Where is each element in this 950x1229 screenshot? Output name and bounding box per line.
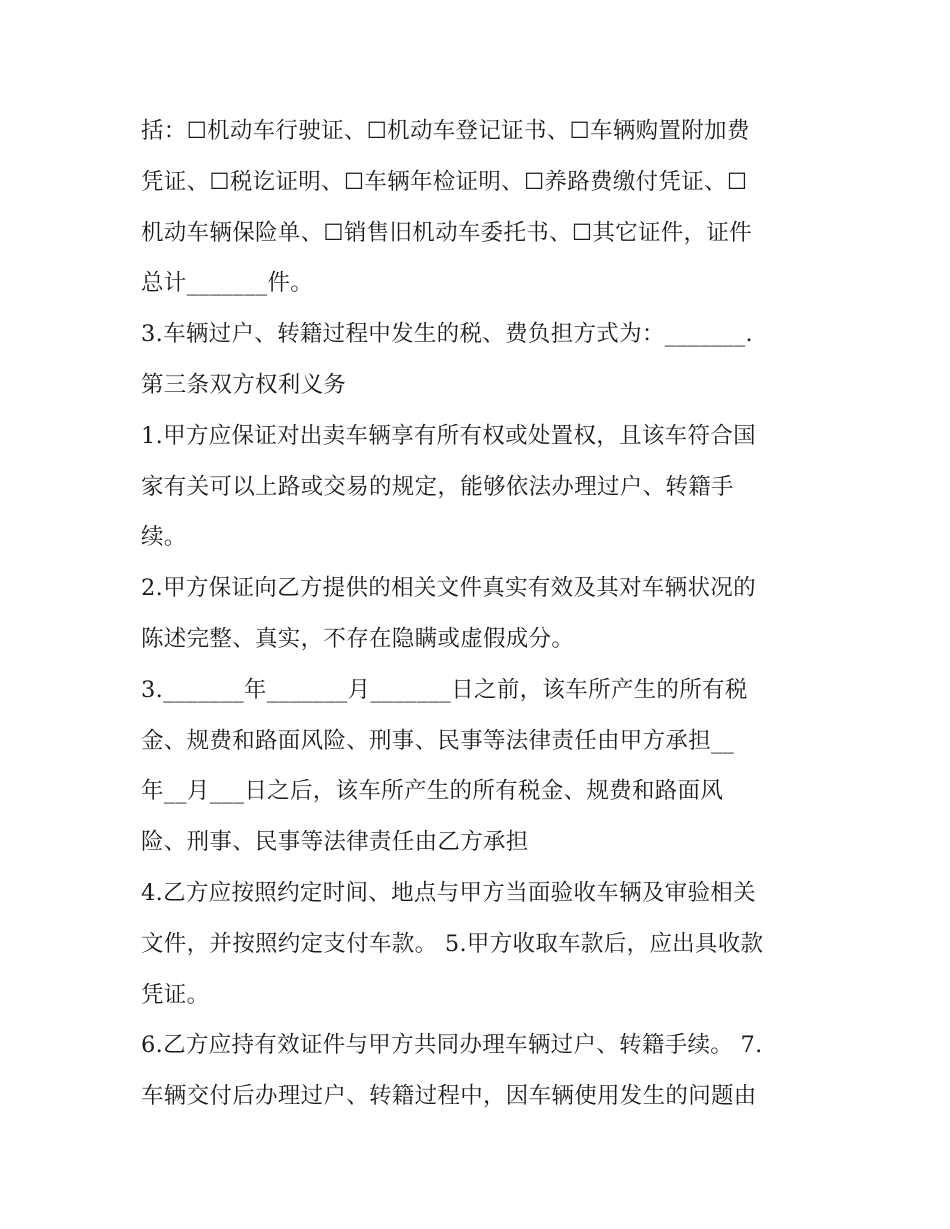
text-line: 年__月___日之后，该车所产生的所有税金、规费和路面风 — [141, 778, 724, 805]
text-line: 1.甲方应保证对出卖车辆享有所有权或处置权，且该车符合国 — [141, 422, 756, 449]
text-line: 家有关可以上路或交易的规定，能够依法办理过户、转籍手 — [141, 473, 734, 500]
text-line: 6.乙方应持有效证件与甲方共同办理车辆过户、转籍手续。 7. — [141, 1032, 763, 1059]
text-line: 3._______年_______月_______日之前，该车所产生的所有税 — [141, 676, 748, 703]
text-line: 3.车辆过户、转籍过程中发生的税、费负担方式为：_______. — [141, 321, 753, 348]
text-line: 文件，并按照约定支付车款。 5.甲方收取车款后，应出具收款 — [141, 930, 764, 957]
text-line: 机动车辆保险单、☐销售旧机动车委托书、☐其它证件，证件 — [141, 219, 752, 246]
text-line: 凭证。 — [141, 981, 210, 1008]
text-line: 2.甲方保证向乙方提供的相关文件真实有效及其对车辆状况的 — [141, 575, 756, 602]
text-line: 续。 — [141, 524, 187, 551]
text-line: 凭证、☐税讫证明、☐车辆年检证明、☐养路费缴付凭证、☐ — [141, 168, 748, 195]
text-line: 4.乙方应按照约定时间、地点与甲方当面验收车辆及审验相关 — [141, 879, 756, 906]
text-line: 车辆交付后办理过户、转籍过程中，因车辆使用发生的问题由 — [141, 1083, 757, 1110]
text-line: 陈述完整、真实，不存在隐瞒或虚假成分。 — [141, 625, 575, 652]
text-line: 总计_______件。 — [141, 270, 314, 297]
text-line: 金、规费和路面风险、刑事、民事等法律责任由甲方承担__ — [141, 727, 735, 754]
section-heading: 第三条双方权利义务 — [141, 371, 347, 398]
text-line: 括：☐机动车行驶证、☐机动车登记证书、☐车辆购置附加费 — [141, 118, 750, 144]
text-line: 险、刑事、民事等法律责任由乙方承担 — [141, 829, 529, 856]
document-body — [141, 106, 831, 1122]
